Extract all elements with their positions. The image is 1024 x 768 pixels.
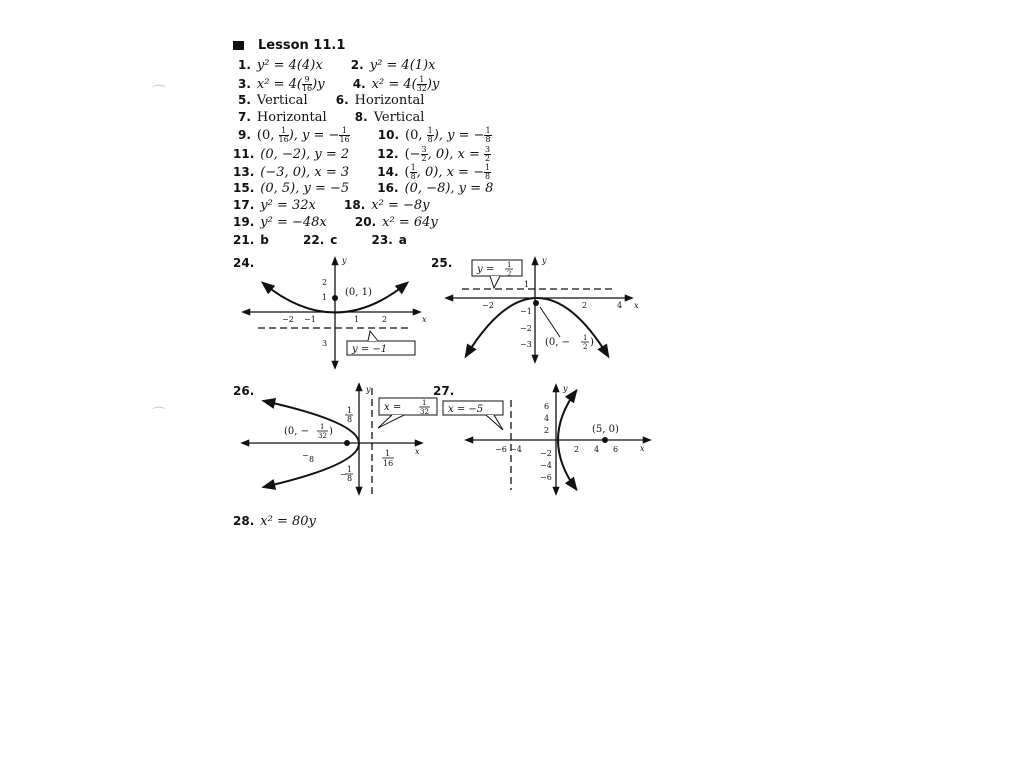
focus-label-close: ) xyxy=(329,426,333,437)
directrix-label: y = xyxy=(477,264,495,275)
answer-text: y² = 32x xyxy=(260,198,316,213)
tick-label: 2 xyxy=(582,301,588,310)
tick-label: 2 xyxy=(382,315,388,324)
answer-text: x² = −8y xyxy=(371,198,430,213)
focus-label: (0, 1) xyxy=(345,287,372,298)
answer-text: Horizontal xyxy=(354,93,425,108)
tick-label: 3 xyxy=(322,339,328,348)
answer-text: )y xyxy=(312,77,325,92)
tick-label: 8 xyxy=(347,474,353,483)
answer-row-28 xyxy=(233,514,316,529)
tick-label: −2 xyxy=(282,315,294,324)
graph-25-label: 25. xyxy=(431,256,453,270)
answer-text: x² = 4( xyxy=(371,77,417,92)
axis-label-y: y xyxy=(342,256,347,265)
answer-text: Horizontal xyxy=(256,110,327,125)
fraction: $\frac{9}{16}$ xyxy=(301,75,313,93)
tick-label: −1 xyxy=(520,307,532,316)
focus-label: (0, − xyxy=(545,337,570,348)
answer-text: x² = 64y xyxy=(382,215,438,230)
axis-label-y: y xyxy=(366,385,371,394)
scan-mark-icon: ⌒ xyxy=(152,85,166,101)
answer-number: 28. xyxy=(233,514,255,528)
axis-label-x: x xyxy=(634,301,639,310)
answer-text: Vertical xyxy=(256,93,308,108)
axis-label-x: x xyxy=(422,315,427,324)
answer-number: 20. xyxy=(354,215,377,229)
answer-number: 4. xyxy=(352,77,366,91)
focus-point xyxy=(602,437,608,443)
answer-number: 23. xyxy=(371,233,393,247)
fraction: $\frac{1}{16}$ xyxy=(278,126,289,144)
tick-label: −2 xyxy=(540,449,552,458)
answer-text: a xyxy=(398,233,407,247)
tick-label: 1 xyxy=(347,406,353,415)
answer-number: 12. xyxy=(377,147,399,161)
tick-label: 4 xyxy=(594,445,600,454)
axis-label-y: y xyxy=(542,256,547,265)
axis-label-x: x xyxy=(640,444,645,453)
tick-label: 1 xyxy=(385,449,391,458)
answer-text: y² = 4(1)x xyxy=(369,58,436,73)
answer-text: c xyxy=(330,233,338,247)
tick-label: 1 xyxy=(354,315,360,324)
fraction-numerator: 1 xyxy=(583,334,588,342)
answer-number: 21. xyxy=(233,233,255,247)
answer-text: (−3, 0), x = 3 xyxy=(260,165,350,180)
answer-text: , 0), x = − xyxy=(416,165,484,180)
focus-label-close: ) xyxy=(590,337,594,348)
answer-number: 6. xyxy=(335,93,349,107)
tick-label: 1 xyxy=(322,293,328,302)
tick-label: −6 xyxy=(495,445,507,454)
tick-label: 16 xyxy=(383,459,394,468)
fraction: $\frac{1}{8}$ xyxy=(427,126,433,144)
tick-label: −1 xyxy=(304,315,316,324)
answer-text: (0, −8), y = 8 xyxy=(404,181,494,196)
fraction: $\frac{1}{16}$ xyxy=(339,126,350,144)
fraction-numerator: 1 xyxy=(422,399,427,407)
answer-text: (0, xyxy=(405,128,427,143)
fraction-denominator: 2 xyxy=(583,343,588,351)
answer-number: 16. xyxy=(377,181,399,195)
axis-label-x: x xyxy=(415,447,420,456)
tick-label: 1 xyxy=(347,465,353,474)
fraction: $\frac{1}{8}$ xyxy=(410,163,416,181)
tick-label: 4 xyxy=(617,301,623,310)
answer-number: 22. xyxy=(303,233,325,247)
fraction: $\frac{1}{8}$ xyxy=(484,163,491,181)
graph-24-label: 24. xyxy=(233,256,255,270)
axis-label-y: y xyxy=(563,384,568,393)
answer-number: 10. xyxy=(377,128,400,142)
answer-number: 7. xyxy=(238,110,251,124)
answer-number: 11. xyxy=(233,147,255,161)
tick-label: 1 xyxy=(524,280,530,289)
fraction: $\frac{3}{2}$ xyxy=(485,145,491,163)
answer-text: , 0), x = xyxy=(427,147,484,162)
tick-label: 2 xyxy=(544,426,550,435)
directrix-label: x = xyxy=(384,402,402,413)
tick-label: − xyxy=(340,470,347,479)
fraction-denominator: 32 xyxy=(318,432,327,440)
fraction-denominator: 32 xyxy=(420,408,429,416)
answer-text: ), y = − xyxy=(288,128,340,143)
fraction-numerator: 1 xyxy=(320,423,325,431)
answer-text: b xyxy=(260,233,269,247)
answer-number: 3. xyxy=(238,77,251,91)
graph-27-label: 27. xyxy=(433,384,455,398)
tick-label: −6 xyxy=(540,473,552,482)
answer-number: 19. xyxy=(233,215,255,229)
tick-label: −4 xyxy=(510,445,522,454)
fraction: $\frac{1}{32}$ xyxy=(416,75,427,93)
answer-text: )y xyxy=(426,77,440,92)
directrix-label: y = −1 xyxy=(352,344,388,355)
tick-label: − xyxy=(302,451,309,460)
tick-label: 4 xyxy=(544,414,550,423)
answer-number: 18. xyxy=(344,198,366,212)
answer-number: 5. xyxy=(238,93,251,107)
answer-text: y² = 4(4)x xyxy=(256,58,323,73)
answer-text: Vertical xyxy=(373,110,425,125)
focus-label: (0, − xyxy=(284,426,309,437)
tick-label: −3 xyxy=(520,340,532,349)
tick-label: 6 xyxy=(613,445,619,454)
answer-text: (0, 5), y = −5 xyxy=(260,181,350,196)
answer-number: 15. xyxy=(233,181,255,195)
scan-mark-icon: ⌒ xyxy=(152,407,166,423)
tick-label: 8 xyxy=(347,415,353,424)
fraction: $\frac{3}{2}$ xyxy=(421,145,427,163)
answer-number: 2. xyxy=(350,58,364,72)
fraction-numerator: 1 xyxy=(507,261,512,269)
fraction: $\frac{1}{8}$ xyxy=(485,126,491,144)
focus-label: (5, 0) xyxy=(592,424,619,435)
answer-number: 8. xyxy=(354,110,368,124)
directrix-label: x = −5 xyxy=(448,404,484,415)
tick-label: 8 xyxy=(309,455,315,464)
tick-label: −2 xyxy=(520,324,532,333)
answer-text: (− xyxy=(404,147,421,162)
lesson-title: Lesson 11.1 xyxy=(258,38,346,53)
answer-text: ( xyxy=(404,165,410,180)
tick-label: 2 xyxy=(574,445,580,454)
answer-number: 17. xyxy=(233,198,255,212)
callout-pointer xyxy=(486,415,503,430)
answer-number: 14. xyxy=(377,165,399,179)
answer-text: (0, −2), y = 2 xyxy=(260,147,350,162)
tick-label: 6 xyxy=(544,402,550,411)
answer-number: 13. xyxy=(233,165,255,179)
answer-number: 9. xyxy=(238,128,251,142)
tick-label: 2 xyxy=(322,278,328,287)
graph-26-label: 26. xyxy=(233,384,255,398)
answer-number: 1. xyxy=(238,58,251,72)
answer-text: x² = 80y xyxy=(260,514,316,529)
tick-label: −2 xyxy=(482,301,494,310)
tick-label: −4 xyxy=(540,461,552,470)
answer-text: y² = −48x xyxy=(260,215,327,230)
answer-text: x² = 4( xyxy=(256,77,302,92)
answer-text: ), y = − xyxy=(433,128,485,143)
fraction-denominator: 2 xyxy=(507,270,512,278)
answer-text: (0, xyxy=(256,128,279,143)
